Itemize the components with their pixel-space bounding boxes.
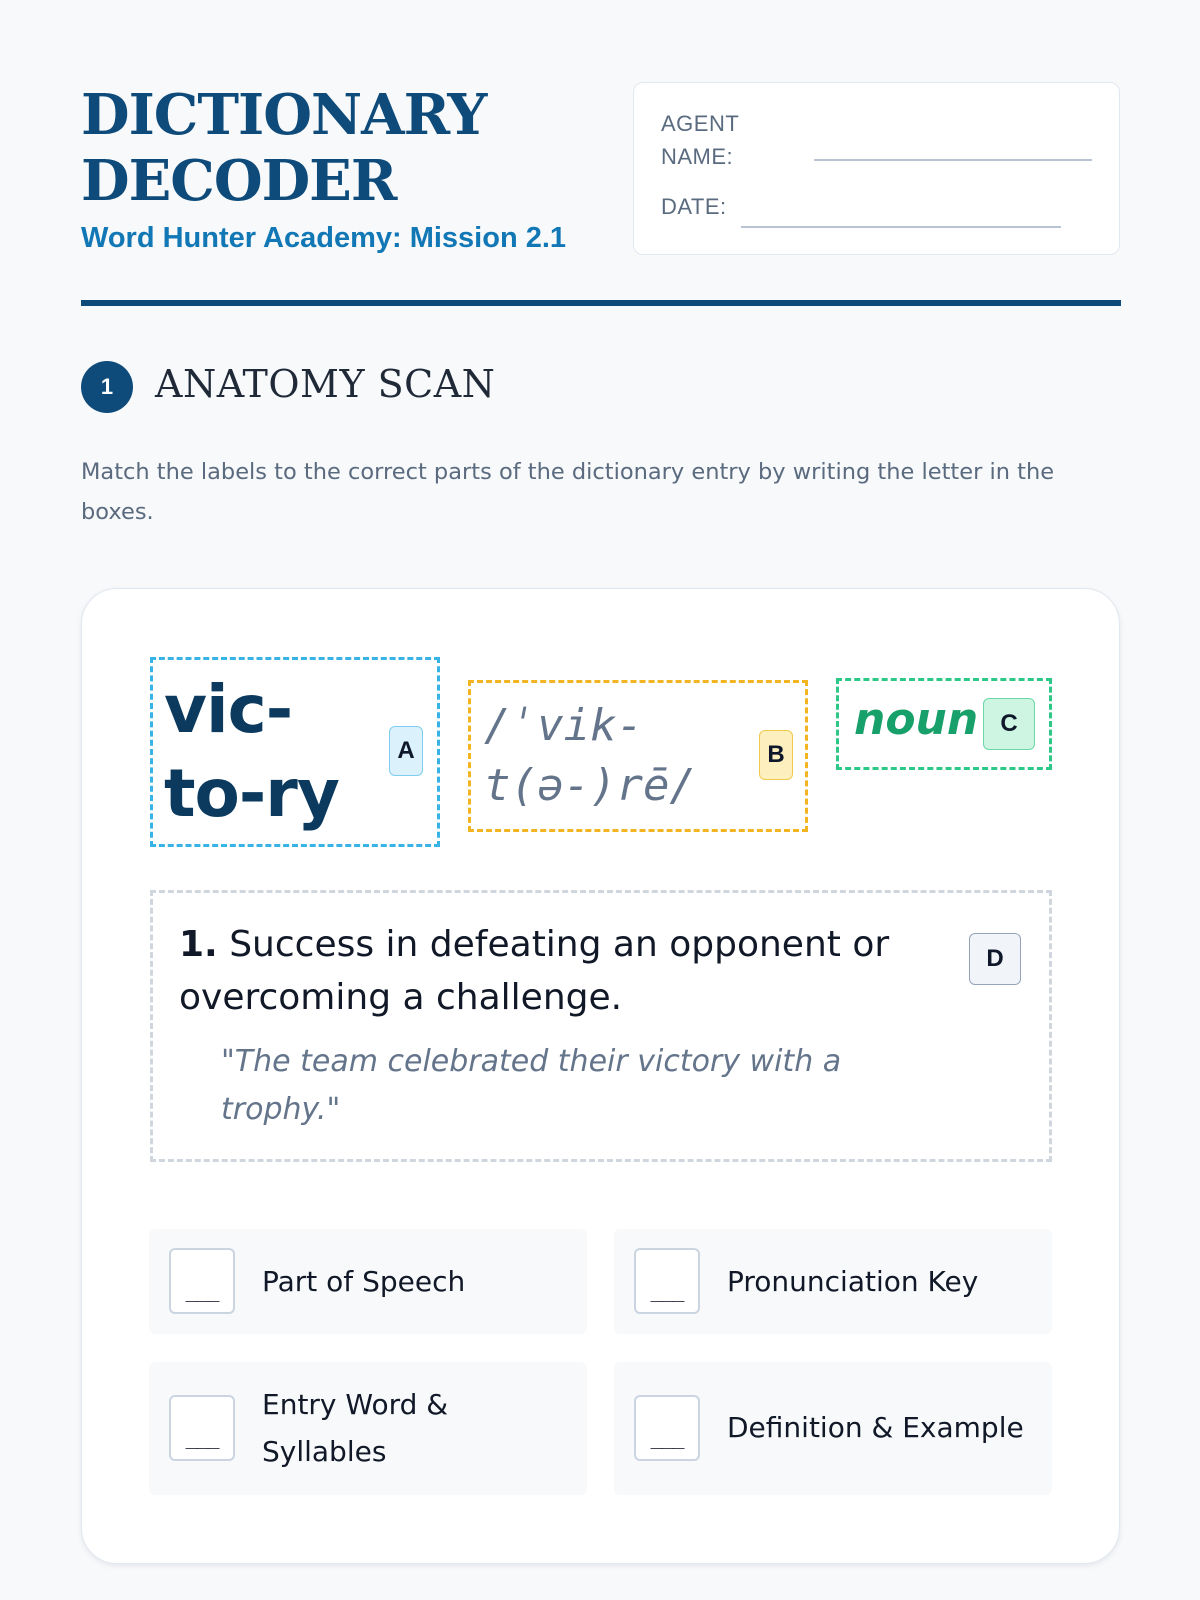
answer-box[interactable]: ___	[634, 1248, 700, 1314]
header-divider	[81, 300, 1121, 306]
page-subtitle: Word Hunter Academy: Mission 2.1	[81, 222, 567, 254]
section-title: ANATOMY SCAN	[155, 362, 496, 406]
definition-body: Success in defeating an opponent or overcoming a challenge.	[179, 924, 890, 1018]
match-item-definition	[614, 1362, 1052, 1495]
match-label: Pronunciation Key	[727, 1265, 979, 1298]
answer-box[interactable]: ___	[169, 1395, 235, 1461]
agent-name-field[interactable]	[814, 159, 1092, 161]
match-item-part-of-speech	[149, 1229, 587, 1334]
match-label: Part of Speech	[262, 1265, 466, 1298]
agent-info-card	[633, 82, 1120, 255]
answer-box[interactable]: ___	[634, 1395, 700, 1461]
definition-text	[179, 918, 919, 1024]
date-field[interactable]	[741, 226, 1061, 228]
part-of-speech-text: noun	[854, 694, 979, 745]
entry-word: vic-to-ry	[164, 671, 339, 832]
tag-d: D	[969, 933, 1021, 985]
agent-name-label: AGENT NAME:	[661, 111, 739, 169]
pronunciation-text: /ˈvik-t(ə-)rē/	[484, 700, 696, 811]
tag-c: C	[983, 698, 1035, 750]
match-label: Entry Word & Syllables	[262, 1388, 449, 1468]
tag-b: B	[759, 730, 793, 780]
page-title: DICTIONARY DECODER	[81, 82, 487, 214]
instructions-text: Match the labels to the correct parts of the dictionary entry by writing the letter in the boxes.	[81, 459, 1055, 525]
match-item-entry-word	[149, 1362, 587, 1495]
tag-a: A	[389, 726, 423, 776]
match-item-pronunciation-key	[614, 1229, 1052, 1334]
section-number-badge: 1	[81, 361, 133, 413]
answer-box[interactable]: ___	[169, 1248, 235, 1314]
example-sentence: "The team celebrated their victory with a trophy."	[221, 1044, 842, 1127]
date-label: DATE:	[661, 194, 727, 219]
match-label: Definition & Example	[727, 1411, 1024, 1444]
definition-number: 1.	[179, 924, 218, 965]
